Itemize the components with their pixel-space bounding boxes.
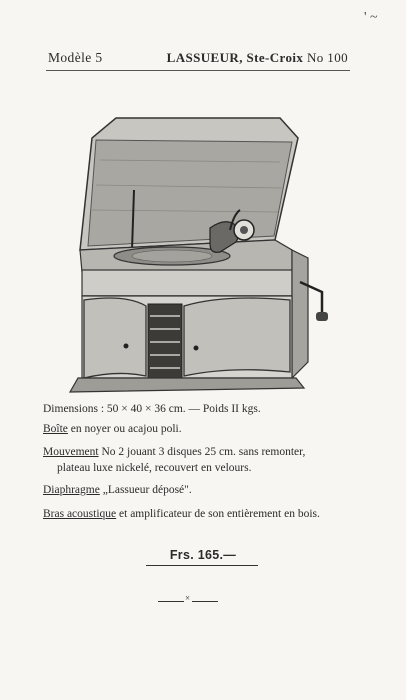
header-rule [46,70,350,71]
ornament-left-line [158,601,184,602]
spec-diaphragme-label: Diaphragme [43,484,100,496]
maker-name: LASSUEUR, Ste-Croix [166,50,304,65]
spec-mouvement-text: No 2 jouant 3 disques 25 cm. sans remonter, [98,446,306,458]
spec-diaphragme-text: „Lassueur déposé". [99,484,192,496]
spec-bras [43,505,320,523]
spec-mouvement-label: Mouvement [43,446,99,458]
maker-reference [167,50,348,66]
edge-mark: ' ~ [364,10,378,25]
spec-mouvement-continued: plateau luxe nickelé, recouvert en velours. [57,462,252,474]
spec-boite-text: en noyer ou acajou poli. [67,423,182,435]
price: Frs. 165.— [169,548,237,562]
spec-diaphragme [43,481,192,499]
spec-boite [43,420,182,438]
model-number: Modèle 5 [48,50,103,65]
page-header [46,50,348,72]
gramophone-illustration [60,100,332,405]
spec-boite-label: Boîte [43,423,68,435]
price-rule [146,565,258,566]
spec-bras-text: et amplificateur de son entièrement en bois. [116,508,320,520]
closing-ornament [158,593,218,605]
reference-number: No 100 [306,50,348,65]
spec-dimensions: Dimensions : 50 × 40 × 36 cm. — Poids II kgs. [43,403,261,415]
ornament-right-line [192,601,218,602]
spec-bras-label: Bras acoustique [43,508,117,520]
ornament-cross: × [185,593,191,603]
